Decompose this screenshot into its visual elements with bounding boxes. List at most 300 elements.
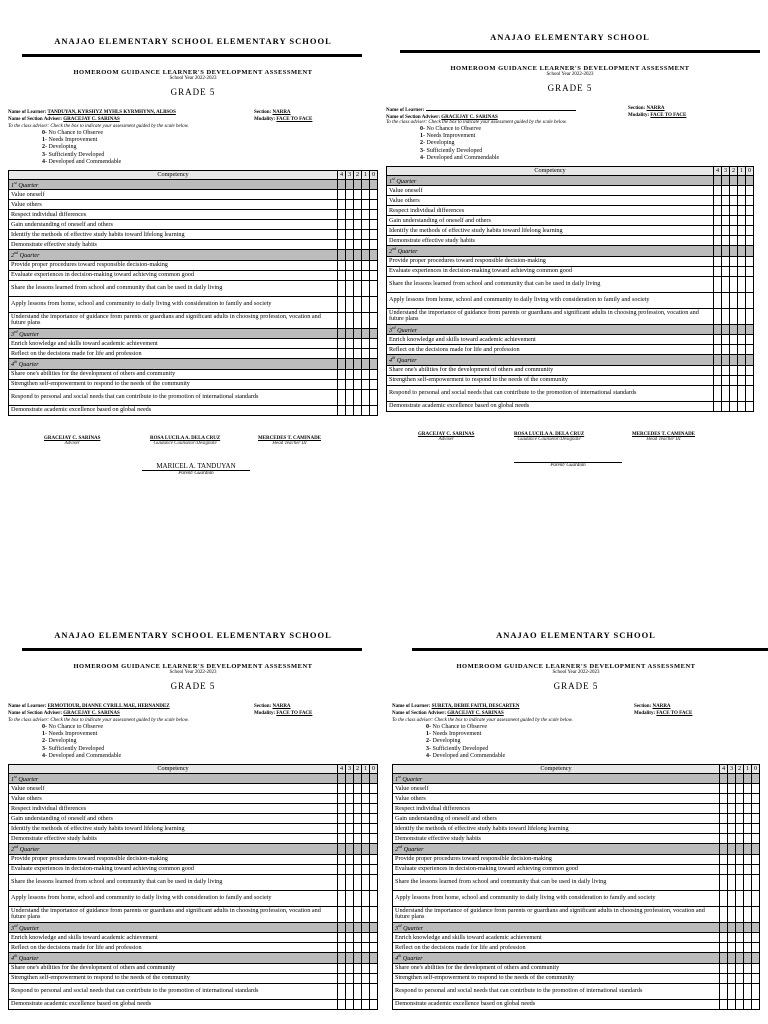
rating-checkbox[interactable]	[354, 296, 362, 312]
rating-checkbox[interactable]	[720, 943, 728, 953]
rating-checkbox[interactable]	[728, 784, 736, 794]
rating-checkbox[interactable]	[728, 864, 736, 874]
rating-checkbox[interactable]	[354, 784, 362, 794]
rating-checkbox[interactable]	[720, 906, 728, 922]
rating-checkbox[interactable]	[362, 943, 370, 953]
rating-checkbox[interactable]	[738, 206, 746, 216]
rating-checkbox[interactable]	[362, 230, 370, 240]
rating-checkbox[interactable]	[752, 983, 760, 999]
rating-checkbox[interactable]	[738, 186, 746, 196]
rating-checkbox[interactable]	[370, 814, 378, 824]
rating-checkbox[interactable]	[728, 874, 736, 890]
rating-checkbox[interactable]	[346, 210, 354, 220]
rating-checkbox[interactable]	[728, 854, 736, 864]
rating-checkbox[interactable]	[736, 983, 744, 999]
rating-checkbox[interactable]	[730, 236, 738, 246]
rating-checkbox[interactable]	[338, 210, 346, 220]
rating-checkbox[interactable]	[354, 943, 362, 953]
rating-checkbox[interactable]	[738, 385, 746, 401]
rating-checkbox[interactable]	[354, 270, 362, 280]
rating-checkbox[interactable]	[738, 365, 746, 375]
rating-checkbox[interactable]	[362, 280, 370, 296]
rating-checkbox[interactable]	[362, 312, 370, 328]
rating-checkbox[interactable]	[746, 206, 754, 216]
rating-checkbox[interactable]	[722, 266, 730, 276]
rating-checkbox[interactable]	[370, 405, 378, 415]
rating-checkbox[interactable]	[722, 292, 730, 308]
rating-checkbox[interactable]	[338, 973, 346, 983]
rating-checkbox[interactable]	[362, 963, 370, 973]
rating-checkbox[interactable]	[728, 804, 736, 814]
rating-checkbox[interactable]	[362, 296, 370, 312]
rating-checkbox[interactable]	[736, 864, 744, 874]
rating-checkbox[interactable]	[370, 983, 378, 999]
rating-checkbox[interactable]	[362, 794, 370, 804]
rating-checkbox[interactable]	[736, 999, 744, 1009]
rating-checkbox[interactable]	[746, 266, 754, 276]
rating-checkbox[interactable]	[346, 963, 354, 973]
rating-checkbox[interactable]	[362, 405, 370, 415]
rating-checkbox[interactable]	[370, 312, 378, 328]
rating-checkbox[interactable]	[362, 270, 370, 280]
rating-checkbox[interactable]	[346, 874, 354, 890]
rating-checkbox[interactable]	[720, 854, 728, 864]
rating-checkbox[interactable]	[338, 240, 346, 250]
rating-checkbox[interactable]	[746, 308, 754, 324]
rating-checkbox[interactable]	[728, 906, 736, 922]
rating-checkbox[interactable]	[720, 933, 728, 943]
rating-checkbox[interactable]	[346, 794, 354, 804]
rating-checkbox[interactable]	[362, 200, 370, 210]
rating-checkbox[interactable]	[722, 375, 730, 385]
rating-checkbox[interactable]	[338, 270, 346, 280]
rating-checkbox[interactable]	[338, 369, 346, 379]
rating-checkbox[interactable]	[338, 999, 346, 1009]
rating-checkbox[interactable]	[722, 186, 730, 196]
rating-checkbox[interactable]	[738, 226, 746, 236]
rating-checkbox[interactable]	[338, 804, 346, 814]
rating-checkbox[interactable]	[738, 292, 746, 308]
rating-checkbox[interactable]	[720, 864, 728, 874]
rating-checkbox[interactable]	[370, 784, 378, 794]
rating-checkbox[interactable]	[736, 794, 744, 804]
rating-checkbox[interactable]	[362, 854, 370, 864]
rating-checkbox[interactable]	[338, 200, 346, 210]
rating-checkbox[interactable]	[746, 276, 754, 292]
rating-checkbox[interactable]	[744, 814, 752, 824]
rating-checkbox[interactable]	[714, 196, 722, 206]
rating-checkbox[interactable]	[728, 933, 736, 943]
rating-checkbox[interactable]	[338, 963, 346, 973]
rating-checkbox[interactable]	[370, 854, 378, 864]
rating-checkbox[interactable]	[338, 834, 346, 844]
rating-checkbox[interactable]	[346, 240, 354, 250]
rating-checkbox[interactable]	[730, 401, 738, 411]
rating-checkbox[interactable]	[370, 999, 378, 1009]
rating-checkbox[interactable]	[338, 260, 346, 270]
rating-checkbox[interactable]	[354, 349, 362, 359]
rating-checkbox[interactable]	[744, 973, 752, 983]
rating-checkbox[interactable]	[714, 256, 722, 266]
rating-checkbox[interactable]	[354, 906, 362, 922]
rating-checkbox[interactable]	[738, 401, 746, 411]
rating-checkbox[interactable]	[354, 240, 362, 250]
rating-checkbox[interactable]	[354, 389, 362, 405]
rating-checkbox[interactable]	[728, 973, 736, 983]
rating-checkbox[interactable]	[346, 824, 354, 834]
rating-checkbox[interactable]	[338, 824, 346, 834]
rating-checkbox[interactable]	[346, 405, 354, 415]
rating-checkbox[interactable]	[346, 804, 354, 814]
rating-checkbox[interactable]	[714, 365, 722, 375]
rating-checkbox[interactable]	[720, 983, 728, 999]
rating-checkbox[interactable]	[730, 256, 738, 266]
rating-checkbox[interactable]	[354, 369, 362, 379]
rating-checkbox[interactable]	[720, 814, 728, 824]
rating-checkbox[interactable]	[720, 999, 728, 1009]
rating-checkbox[interactable]	[338, 220, 346, 230]
rating-checkbox[interactable]	[730, 196, 738, 206]
rating-checkbox[interactable]	[714, 216, 722, 226]
rating-checkbox[interactable]	[362, 339, 370, 349]
rating-checkbox[interactable]	[346, 933, 354, 943]
rating-checkbox[interactable]	[346, 339, 354, 349]
rating-checkbox[interactable]	[752, 864, 760, 874]
rating-checkbox[interactable]	[728, 943, 736, 953]
rating-checkbox[interactable]	[354, 312, 362, 328]
rating-checkbox[interactable]	[738, 216, 746, 226]
rating-checkbox[interactable]	[370, 389, 378, 405]
rating-checkbox[interactable]	[346, 999, 354, 1009]
rating-checkbox[interactable]	[370, 349, 378, 359]
rating-checkbox[interactable]	[752, 794, 760, 804]
rating-checkbox[interactable]	[720, 824, 728, 834]
rating-checkbox[interactable]	[354, 874, 362, 890]
rating-checkbox[interactable]	[370, 874, 378, 890]
rating-checkbox[interactable]	[354, 210, 362, 220]
rating-checkbox[interactable]	[744, 933, 752, 943]
rating-checkbox[interactable]	[746, 196, 754, 206]
rating-checkbox[interactable]	[338, 349, 346, 359]
rating-checkbox[interactable]	[354, 890, 362, 906]
rating-checkbox[interactable]	[354, 190, 362, 200]
rating-checkbox[interactable]	[746, 335, 754, 345]
rating-checkbox[interactable]	[736, 834, 744, 844]
rating-checkbox[interactable]	[346, 260, 354, 270]
rating-checkbox[interactable]	[346, 349, 354, 359]
rating-checkbox[interactable]	[346, 834, 354, 844]
rating-checkbox[interactable]	[738, 375, 746, 385]
rating-checkbox[interactable]	[752, 854, 760, 864]
rating-checkbox[interactable]	[714, 276, 722, 292]
rating-checkbox[interactable]	[728, 999, 736, 1009]
rating-checkbox[interactable]	[346, 906, 354, 922]
rating-checkbox[interactable]	[338, 784, 346, 794]
rating-checkbox[interactable]	[338, 280, 346, 296]
rating-checkbox[interactable]	[722, 226, 730, 236]
rating-checkbox[interactable]	[738, 266, 746, 276]
rating-checkbox[interactable]	[338, 794, 346, 804]
rating-checkbox[interactable]	[752, 804, 760, 814]
rating-checkbox[interactable]	[714, 226, 722, 236]
rating-checkbox[interactable]	[370, 240, 378, 250]
rating-checkbox[interactable]	[354, 973, 362, 983]
rating-checkbox[interactable]	[728, 963, 736, 973]
rating-checkbox[interactable]	[346, 220, 354, 230]
rating-checkbox[interactable]	[744, 890, 752, 906]
rating-checkbox[interactable]	[744, 983, 752, 999]
rating-checkbox[interactable]	[746, 385, 754, 401]
rating-checkbox[interactable]	[362, 784, 370, 794]
rating-checkbox[interactable]	[370, 210, 378, 220]
rating-checkbox[interactable]	[752, 890, 760, 906]
rating-checkbox[interactable]	[722, 236, 730, 246]
rating-checkbox[interactable]	[730, 308, 738, 324]
rating-checkbox[interactable]	[714, 236, 722, 246]
rating-checkbox[interactable]	[362, 906, 370, 922]
rating-checkbox[interactable]	[752, 784, 760, 794]
rating-checkbox[interactable]	[728, 824, 736, 834]
rating-checkbox[interactable]	[338, 854, 346, 864]
rating-checkbox[interactable]	[354, 220, 362, 230]
rating-checkbox[interactable]	[744, 804, 752, 814]
rating-checkbox[interactable]	[346, 983, 354, 999]
rating-checkbox[interactable]	[354, 963, 362, 973]
rating-checkbox[interactable]	[744, 784, 752, 794]
rating-checkbox[interactable]	[362, 190, 370, 200]
rating-checkbox[interactable]	[354, 280, 362, 296]
rating-checkbox[interactable]	[370, 933, 378, 943]
rating-checkbox[interactable]	[354, 794, 362, 804]
rating-checkbox[interactable]	[738, 256, 746, 266]
rating-checkbox[interactable]	[736, 804, 744, 814]
rating-checkbox[interactable]	[338, 943, 346, 953]
rating-checkbox[interactable]	[362, 814, 370, 824]
rating-checkbox[interactable]	[354, 379, 362, 389]
rating-checkbox[interactable]	[722, 216, 730, 226]
rating-checkbox[interactable]	[746, 365, 754, 375]
rating-checkbox[interactable]	[346, 943, 354, 953]
rating-checkbox[interactable]	[354, 999, 362, 1009]
rating-checkbox[interactable]	[714, 186, 722, 196]
rating-checkbox[interactable]	[338, 230, 346, 240]
rating-checkbox[interactable]	[744, 963, 752, 973]
rating-checkbox[interactable]	[370, 890, 378, 906]
rating-checkbox[interactable]	[346, 784, 354, 794]
rating-checkbox[interactable]	[370, 906, 378, 922]
rating-checkbox[interactable]	[752, 814, 760, 824]
rating-checkbox[interactable]	[722, 206, 730, 216]
rating-checkbox[interactable]	[752, 943, 760, 953]
rating-checkbox[interactable]	[728, 814, 736, 824]
rating-checkbox[interactable]	[354, 339, 362, 349]
rating-checkbox[interactable]	[362, 240, 370, 250]
rating-checkbox[interactable]	[738, 196, 746, 206]
rating-checkbox[interactable]	[714, 335, 722, 345]
rating-checkbox[interactable]	[744, 794, 752, 804]
rating-checkbox[interactable]	[362, 369, 370, 379]
rating-checkbox[interactable]	[722, 276, 730, 292]
rating-checkbox[interactable]	[744, 906, 752, 922]
rating-checkbox[interactable]	[346, 280, 354, 296]
rating-checkbox[interactable]	[346, 230, 354, 240]
rating-checkbox[interactable]	[720, 834, 728, 844]
rating-checkbox[interactable]	[730, 345, 738, 355]
rating-checkbox[interactable]	[722, 335, 730, 345]
rating-checkbox[interactable]	[752, 973, 760, 983]
rating-checkbox[interactable]	[720, 784, 728, 794]
rating-checkbox[interactable]	[746, 256, 754, 266]
rating-checkbox[interactable]	[746, 226, 754, 236]
rating-checkbox[interactable]	[338, 405, 346, 415]
rating-checkbox[interactable]	[736, 973, 744, 983]
rating-checkbox[interactable]	[338, 296, 346, 312]
rating-checkbox[interactable]	[346, 312, 354, 328]
rating-checkbox[interactable]	[720, 963, 728, 973]
rating-checkbox[interactable]	[338, 906, 346, 922]
rating-checkbox[interactable]	[714, 345, 722, 355]
rating-checkbox[interactable]	[746, 375, 754, 385]
rating-checkbox[interactable]	[370, 794, 378, 804]
rating-checkbox[interactable]	[362, 874, 370, 890]
rating-checkbox[interactable]	[736, 824, 744, 834]
rating-checkbox[interactable]	[370, 379, 378, 389]
rating-checkbox[interactable]	[730, 186, 738, 196]
rating-checkbox[interactable]	[362, 804, 370, 814]
rating-checkbox[interactable]	[744, 874, 752, 890]
rating-checkbox[interactable]	[714, 401, 722, 411]
rating-checkbox[interactable]	[346, 814, 354, 824]
rating-checkbox[interactable]	[752, 824, 760, 834]
rating-checkbox[interactable]	[728, 983, 736, 999]
rating-checkbox[interactable]	[736, 814, 744, 824]
rating-checkbox[interactable]	[744, 824, 752, 834]
rating-checkbox[interactable]	[346, 973, 354, 983]
rating-checkbox[interactable]	[354, 814, 362, 824]
rating-checkbox[interactable]	[730, 375, 738, 385]
rating-checkbox[interactable]	[338, 890, 346, 906]
rating-checkbox[interactable]	[370, 973, 378, 983]
rating-checkbox[interactable]	[720, 890, 728, 906]
rating-checkbox[interactable]	[722, 308, 730, 324]
rating-checkbox[interactable]	[362, 983, 370, 999]
rating-checkbox[interactable]	[370, 230, 378, 240]
rating-checkbox[interactable]	[362, 210, 370, 220]
rating-checkbox[interactable]	[736, 874, 744, 890]
rating-checkbox[interactable]	[736, 933, 744, 943]
rating-checkbox[interactable]	[346, 296, 354, 312]
rating-checkbox[interactable]	[338, 389, 346, 405]
rating-checkbox[interactable]	[370, 270, 378, 280]
rating-checkbox[interactable]	[346, 369, 354, 379]
rating-checkbox[interactable]	[722, 401, 730, 411]
rating-checkbox[interactable]	[370, 369, 378, 379]
rating-checkbox[interactable]	[720, 794, 728, 804]
rating-checkbox[interactable]	[728, 834, 736, 844]
rating-checkbox[interactable]	[746, 216, 754, 226]
rating-checkbox[interactable]	[720, 874, 728, 890]
rating-checkbox[interactable]	[370, 943, 378, 953]
rating-checkbox[interactable]	[714, 308, 722, 324]
rating-checkbox[interactable]	[746, 345, 754, 355]
rating-checkbox[interactable]	[346, 864, 354, 874]
rating-checkbox[interactable]	[738, 236, 746, 246]
rating-checkbox[interactable]	[722, 196, 730, 206]
rating-checkbox[interactable]	[370, 280, 378, 296]
rating-checkbox[interactable]	[362, 260, 370, 270]
rating-checkbox[interactable]	[338, 864, 346, 874]
rating-checkbox[interactable]	[338, 983, 346, 999]
rating-checkbox[interactable]	[354, 834, 362, 844]
rating-checkbox[interactable]	[370, 963, 378, 973]
rating-checkbox[interactable]	[338, 814, 346, 824]
rating-checkbox[interactable]	[354, 854, 362, 864]
rating-checkbox[interactable]	[752, 933, 760, 943]
rating-checkbox[interactable]	[730, 335, 738, 345]
rating-checkbox[interactable]	[346, 270, 354, 280]
rating-checkbox[interactable]	[370, 864, 378, 874]
rating-checkbox[interactable]	[730, 365, 738, 375]
rating-checkbox[interactable]	[736, 890, 744, 906]
rating-checkbox[interactable]	[744, 943, 752, 953]
rating-checkbox[interactable]	[338, 339, 346, 349]
rating-checkbox[interactable]	[354, 200, 362, 210]
rating-checkbox[interactable]	[730, 385, 738, 401]
rating-checkbox[interactable]	[370, 296, 378, 312]
rating-checkbox[interactable]	[752, 834, 760, 844]
rating-checkbox[interactable]	[362, 824, 370, 834]
rating-checkbox[interactable]	[354, 804, 362, 814]
rating-checkbox[interactable]	[362, 220, 370, 230]
rating-checkbox[interactable]	[370, 200, 378, 210]
rating-checkbox[interactable]	[714, 266, 722, 276]
rating-checkbox[interactable]	[346, 890, 354, 906]
rating-checkbox[interactable]	[354, 824, 362, 834]
rating-checkbox[interactable]	[338, 379, 346, 389]
rating-checkbox[interactable]	[736, 854, 744, 864]
rating-checkbox[interactable]	[346, 379, 354, 389]
rating-checkbox[interactable]	[736, 943, 744, 953]
rating-checkbox[interactable]	[728, 794, 736, 804]
rating-checkbox[interactable]	[714, 385, 722, 401]
rating-checkbox[interactable]	[720, 804, 728, 814]
rating-checkbox[interactable]	[746, 186, 754, 196]
rating-checkbox[interactable]	[714, 292, 722, 308]
rating-checkbox[interactable]	[714, 375, 722, 385]
rating-checkbox[interactable]	[746, 401, 754, 411]
rating-checkbox[interactable]	[338, 312, 346, 328]
rating-checkbox[interactable]	[752, 999, 760, 1009]
rating-checkbox[interactable]	[738, 276, 746, 292]
rating-checkbox[interactable]	[338, 933, 346, 943]
rating-checkbox[interactable]	[354, 983, 362, 999]
rating-checkbox[interactable]	[346, 854, 354, 864]
rating-checkbox[interactable]	[362, 890, 370, 906]
rating-checkbox[interactable]	[722, 345, 730, 355]
rating-checkbox[interactable]	[752, 906, 760, 922]
rating-checkbox[interactable]	[746, 236, 754, 246]
rating-checkbox[interactable]	[370, 339, 378, 349]
rating-checkbox[interactable]	[362, 349, 370, 359]
rating-checkbox[interactable]	[746, 292, 754, 308]
rating-checkbox[interactable]	[346, 190, 354, 200]
rating-checkbox[interactable]	[354, 260, 362, 270]
rating-checkbox[interactable]	[370, 190, 378, 200]
rating-checkbox[interactable]	[722, 365, 730, 375]
rating-checkbox[interactable]	[362, 999, 370, 1009]
rating-checkbox[interactable]	[730, 206, 738, 216]
rating-checkbox[interactable]	[722, 385, 730, 401]
